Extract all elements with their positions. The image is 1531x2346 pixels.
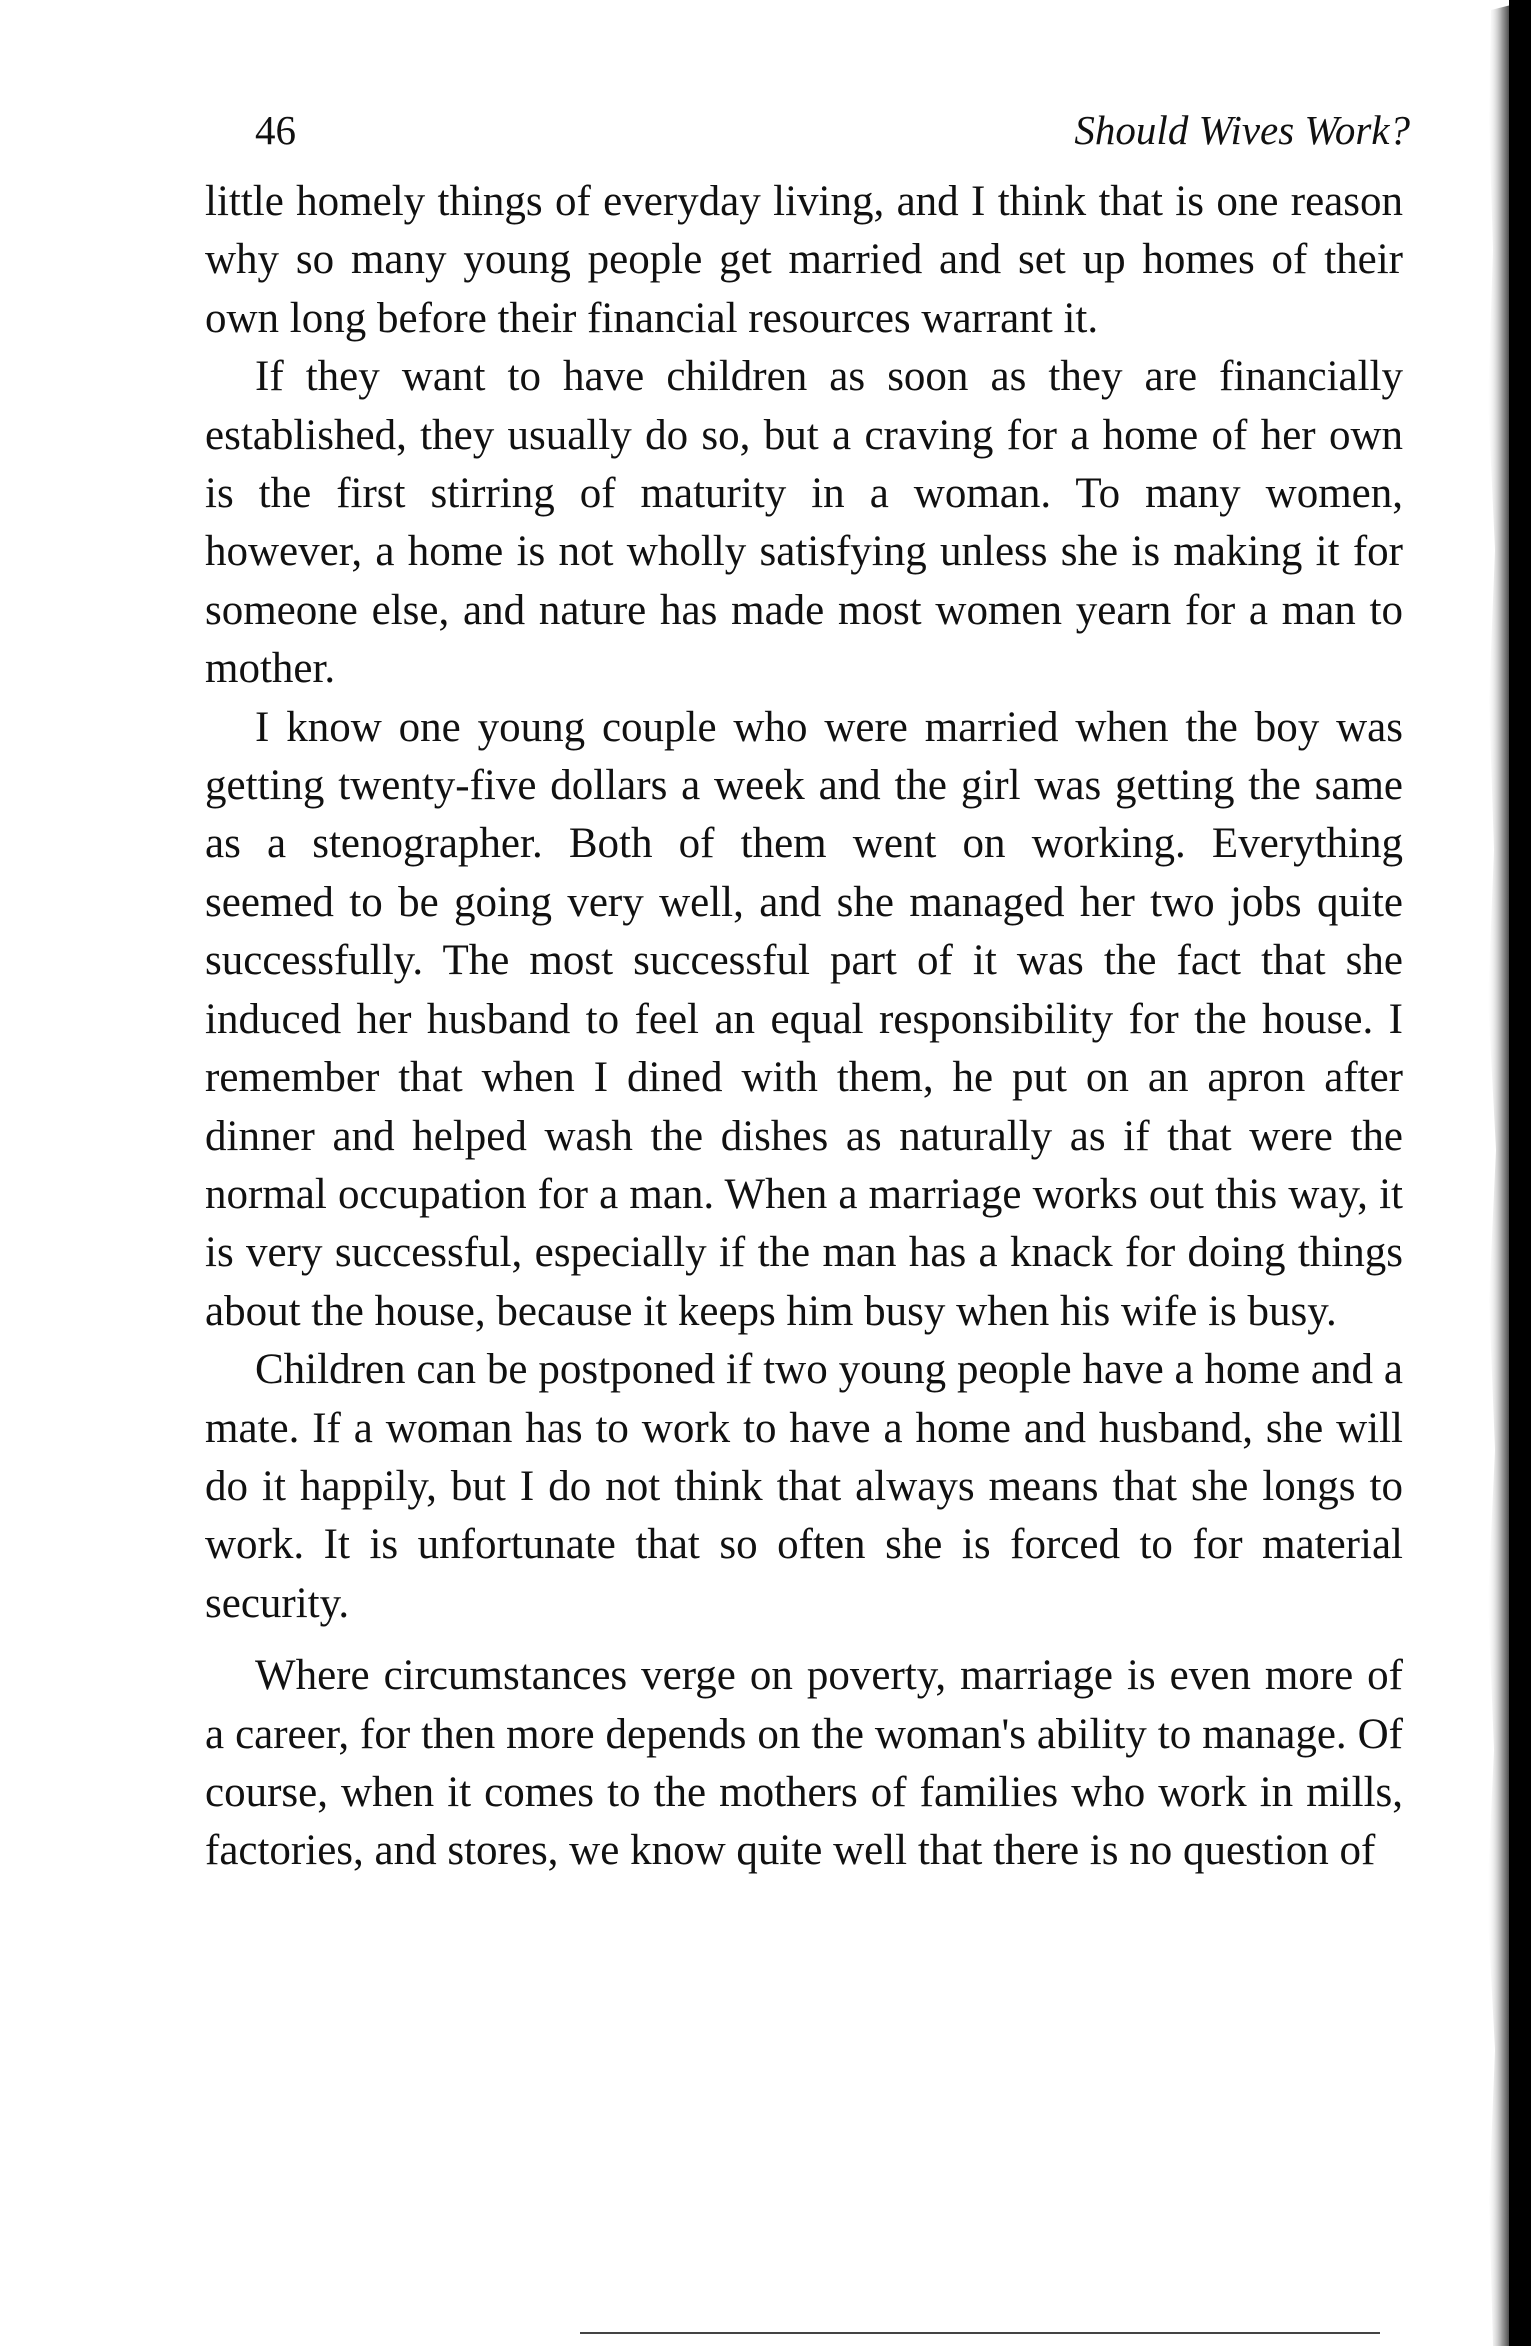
paragraph-1: little homely things of everyday living, and I think that is one reason why so many young people get married and set up homes of their own long before their financial resources warrant it. (205, 178, 1403, 342)
binding-edge-shadow (1431, 0, 1531, 2346)
paragraph-3: I know one young couple who were married when the boy was getting twenty-five dollars a week and the girl was getting the same as a stenographer. Both of them went on working. Everything seemed to be going very well, and she managed her two jobs quite successfully. The most successful part of it was the fact that she induced her husband to feel an equal responsibility for the house. I remember that when I dined with them, he put on an apron after dinner and helped wash the dishes as naturally as if that were the normal occupation for a man. When a marriage works out this way, it is very successful, especially if the man has a knack for doing things about the house, because it keeps him busy when his wife is busy. (205, 703, 1403, 1335)
body-text (205, 173, 1403, 1881)
running-head (205, 100, 1410, 160)
running-title: Should Wives Work? (1074, 107, 1410, 153)
paragraph-5: Where circumstances verge on poverty, marriage is even more of a career, for then more depends on the woman's ability to manage. Of course, when it comes to the mothers of families who work in mills, factories, and stores, we know quite well that there is no question of (205, 1652, 1403, 1875)
bottom-rule (580, 2332, 1380, 2334)
binding-edge-graphic (1431, 0, 1531, 2346)
page-number: 46 (255, 107, 296, 153)
paragraph-2: If they want to have children as soon as they are financially established, they usually do so, but a craving for a home of her own is the first stirring of maturity in a woman. To many women, however, a home is not wholly satisfying unless she is making it for someone else, and nature has made most women yearn for a man to mother. (205, 353, 1403, 693)
paragraph-4: Children can be postponed if two young people have a home and a mate. If a woman has to work to have a home and husband, she will do it happily, but I do not think that always means that she longs to work. It is unfortunate that so often she is forced to for material security. (205, 1346, 1403, 1627)
